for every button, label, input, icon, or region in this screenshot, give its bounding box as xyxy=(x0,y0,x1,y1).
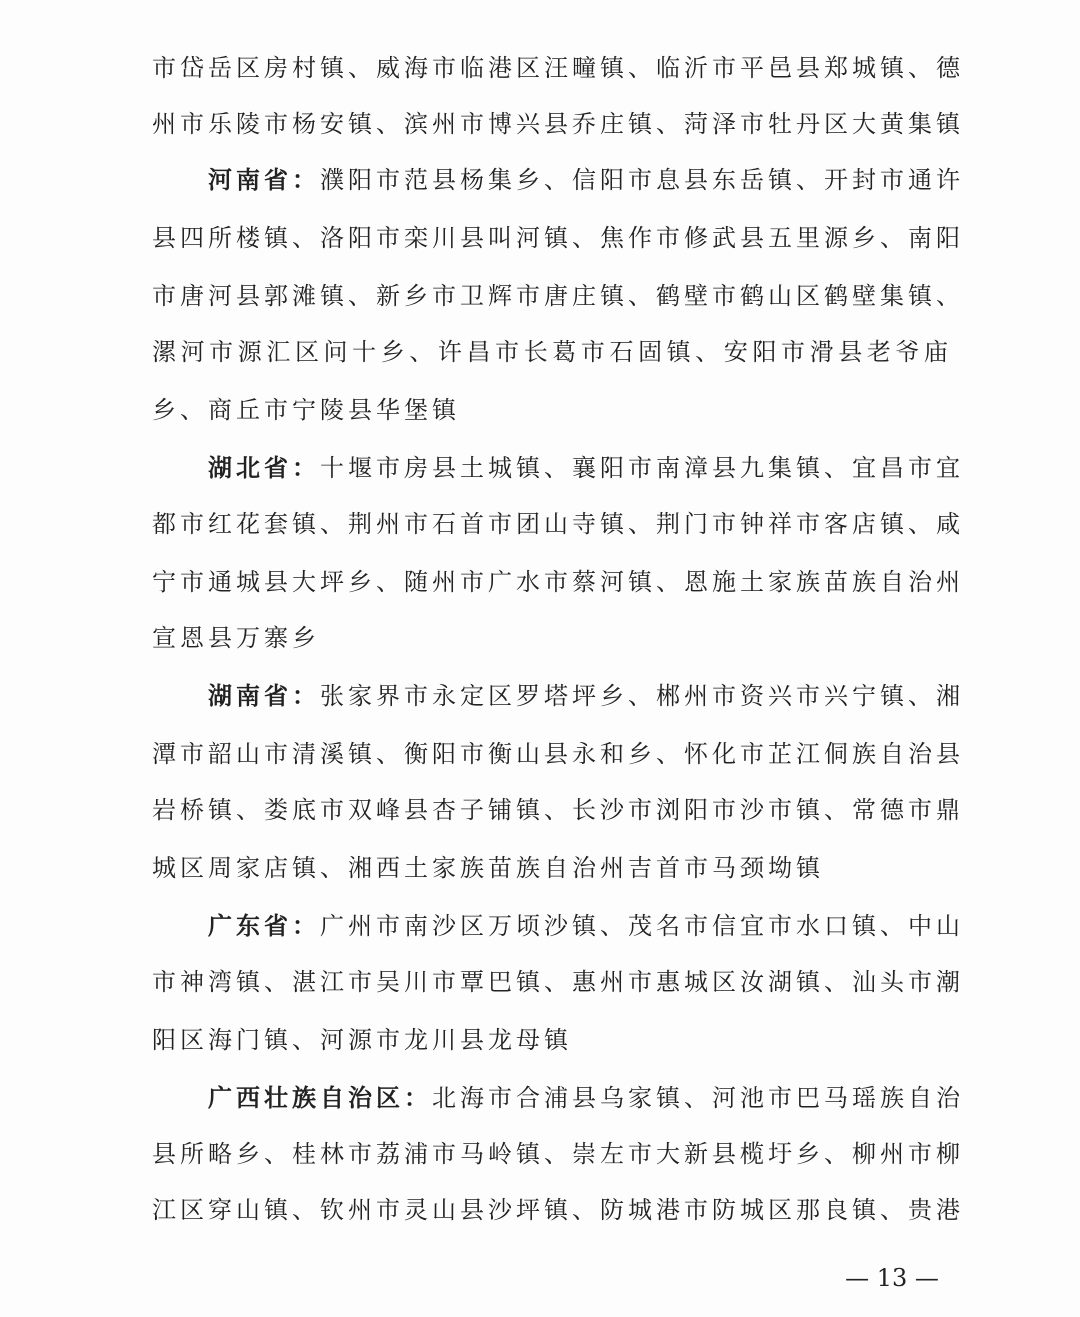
text-line xyxy=(152,616,952,660)
line-text: 市岱岳区房村镇、威海市临港区汪疃镇、临沂市平邑县郑城镇、德 xyxy=(152,54,964,82)
line-text: 乡、商丘市宁陵县华堡镇 xyxy=(152,396,460,424)
text-line xyxy=(152,102,964,146)
province-label: 湖南省： xyxy=(208,682,320,710)
province-label: 河南省： xyxy=(208,166,320,194)
line-text: 城区周家店镇、湘西土家族苗族自治州吉首市马颈坳镇 xyxy=(152,854,824,882)
text-line xyxy=(152,904,964,948)
line-text: 州市乐陵市杨安镇、滨州市博兴县乔庄镇、菏泽市牡丹区大黄集镇 xyxy=(152,110,964,138)
text-line xyxy=(152,674,964,718)
text-line xyxy=(152,732,964,776)
line-text: 岩桥镇、娄底市双峰县杏子铺镇、长沙市浏阳市沙市镇、常德市鼎 xyxy=(152,796,964,824)
text-line xyxy=(152,1018,952,1062)
text-line xyxy=(152,274,964,318)
province-label: 湖北省： xyxy=(208,454,320,482)
text-line xyxy=(152,1076,964,1120)
page-number: — 13 — xyxy=(845,1264,939,1292)
line-text: 县所略乡、桂林市荔浦市马岭镇、崇左市大新县榄圩乡、柳州市柳 xyxy=(152,1140,964,1168)
line-text: 宣恩县万寨乡 xyxy=(152,624,320,652)
text-line xyxy=(152,330,952,374)
line-text: 北海市合浦县乌家镇、河池市巴马瑶族自治 xyxy=(432,1084,964,1112)
line-text: 潭市韶山市清溪镇、衡阳市衡山县永和乡、怀化市芷江侗族自治县 xyxy=(152,740,964,768)
line-text: 阳区海门镇、河源市龙川县龙母镇 xyxy=(152,1026,572,1054)
line-text: 县四所楼镇、洛阳市栾川县叫河镇、焦作市修武县五里源乡、南阳 xyxy=(152,224,964,252)
line-text: 江区穿山镇、钦州市灵山县沙坪镇、防城港市防城区那良镇、贵港 xyxy=(152,1196,964,1224)
text-line xyxy=(152,216,964,260)
text-line xyxy=(152,1188,964,1232)
line-text: 濮阳市范县杨集乡、信阳市息县东岳镇、开封市通许 xyxy=(320,166,964,194)
line-text: 都市红花套镇、荆州市石首市团山寺镇、荆门市钟祥市客店镇、咸 xyxy=(152,510,964,538)
line-text: 市唐河县郭滩镇、新乡市卫辉市唐庄镇、鹤壁市鹤山区鹤壁集镇、 xyxy=(152,282,964,310)
text-line xyxy=(152,158,964,202)
text-line xyxy=(152,846,952,890)
text-line xyxy=(152,788,964,832)
province-label: 广西壮族自治区： xyxy=(208,1084,432,1112)
line-text: 十堰市房县土城镇、襄阳市南漳县九集镇、宜昌市宜 xyxy=(320,454,964,482)
text-line xyxy=(152,1132,964,1176)
line-text: 张家界市永定区罗塔坪乡、郴州市资兴市兴宁镇、湘 xyxy=(320,682,964,710)
text-line xyxy=(152,446,964,490)
text-line xyxy=(152,46,964,90)
text-line xyxy=(152,502,964,546)
text-line xyxy=(152,560,964,604)
line-text: 宁市通城县大坪乡、随州市广水市蔡河镇、恩施土家族苗族自治州 xyxy=(152,568,964,596)
text-line xyxy=(152,960,964,1004)
line-text: 漯河市源汇区问十乡、许昌市长葛市石固镇、安阳市滑县老爷庙 xyxy=(152,338,952,366)
line-text: 广州市南沙区万顷沙镇、茂名市信宜市水口镇、中山 xyxy=(320,912,964,940)
province-label: 广东省： xyxy=(208,912,320,940)
text-line xyxy=(152,388,952,432)
line-text: 市神湾镇、湛江市吴川市覃巴镇、惠州市惠城区汝湖镇、汕头市潮 xyxy=(152,968,964,996)
